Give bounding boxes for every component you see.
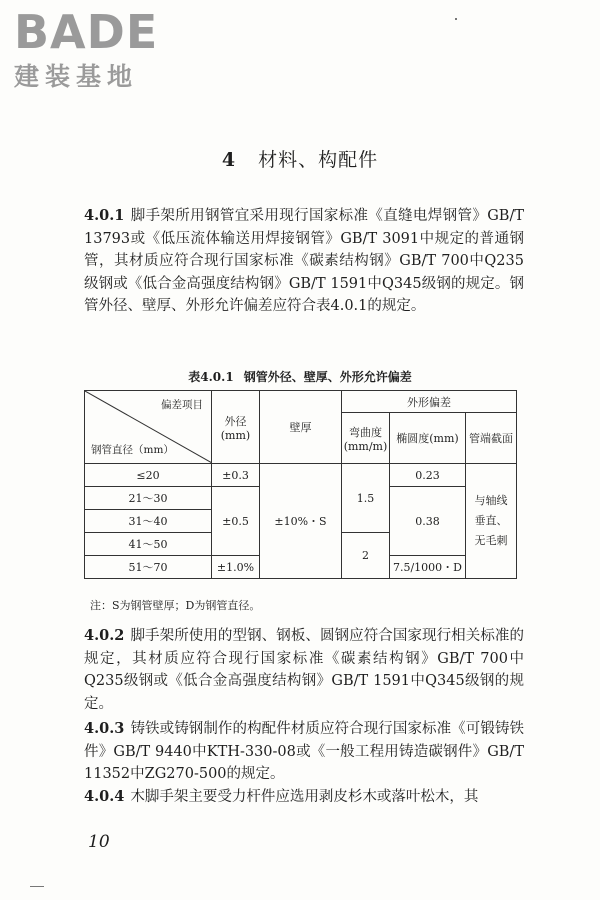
scan-mark xyxy=(30,886,44,887)
table-note: 注：S为钢管壁厚；D为钢管直径。 xyxy=(90,599,261,612)
header-deviation-item: 偏差项目 xyxy=(161,399,203,411)
deviation-table xyxy=(84,390,517,579)
table-row xyxy=(85,464,517,487)
clause-text: 木脚手架主要受力杆件应选用剥皮杉木或落叶松木，其 xyxy=(130,789,479,805)
logo-subtitle: 建装基地 xyxy=(14,62,139,91)
clause-text: 脚手架所使用的型钢、钢板、圆钢应符合国家现行相关标准的规定，其材质应符合现行国家标准《碳素结构钢》GB/T 700中Q235级钢或《低合金高强度结构钢》GB/T 1591中Q345级钢的规定。 xyxy=(84,628,524,712)
clause-4-0-4 xyxy=(84,786,524,809)
clause-number: 4.0.2 xyxy=(84,627,125,644)
logo-brand: BADE xyxy=(14,5,159,59)
header-outer-diameter: 外径(mm) xyxy=(212,391,260,464)
cell-diameter: 21～30 xyxy=(85,487,212,510)
clause-4-0-2 xyxy=(84,625,524,715)
header-ellipticity: 椭圆度(mm) xyxy=(390,413,466,464)
clause-text: 脚手架所用钢管宜采用现行国家标准《直缝电焊钢管》GB/T 13793或《低压流体输送用焊接钢管》GB/T 3091中规定的普通钢管，其材质应符合现行国家标准《碳素结构钢》GB/T 700中Q235级钢或《低合金高强度结构钢》GB/T 1591中Q345级钢的规定。钢管外径、壁厚、外形允许偏差应符合表4.0.1的规定。 xyxy=(84,208,524,314)
header-pipe-end: 管端截面 xyxy=(466,413,517,464)
cell-bending: 1.5 xyxy=(342,464,390,533)
cell-diameter: ≤20 xyxy=(85,464,212,487)
publisher-logo xyxy=(14,6,158,92)
chapter-title: 材料、构配件 xyxy=(258,149,379,171)
cell-diameter: 41～50 xyxy=(85,533,212,556)
cell-wall: ±10%・S xyxy=(260,464,342,579)
cell-pipe-end: 与轴线垂直、无毛刺 xyxy=(466,464,517,579)
header-shape-deviation: 外形偏差 xyxy=(342,391,517,413)
cell-diameter: 51～70 xyxy=(85,556,212,579)
cell-od: ±0.3 xyxy=(212,464,260,487)
clause-number: 4.0.3 xyxy=(84,720,125,737)
table-caption xyxy=(0,368,600,385)
cell-ellipticity: 0.38 xyxy=(390,487,466,556)
header-bending: 弯曲度(mm/m) xyxy=(342,413,390,464)
chapter-heading xyxy=(0,145,600,172)
clause-number: 4.0.1 xyxy=(84,207,125,224)
header-wall-thickness: 壁厚 xyxy=(260,391,342,464)
table-header-row xyxy=(85,391,517,413)
clause-text: 铸铁或铸钢制作的构配件材质应符合现行国家标准《可锻铸铁件》GB/T 9440中KTH-330-08或《一般工程用铸造碳钢件》GB/T 11352中ZG270-500的规定。 xyxy=(84,721,524,782)
table-title: 钢管外径、壁厚、外形允许偏差 xyxy=(243,370,412,384)
cell-od: ±1.0% xyxy=(212,556,260,579)
cell-ellipticity: 0.23 xyxy=(390,464,466,487)
cell-bending: 2 xyxy=(342,533,390,579)
page-number: 10 xyxy=(88,832,110,852)
header-pipe-diameter: 钢管直径（mm） xyxy=(91,444,174,456)
diagonal-header-cell xyxy=(85,391,212,464)
clause-number: 4.0.4 xyxy=(84,788,125,805)
chapter-number: 4 xyxy=(221,149,237,171)
scan-speck xyxy=(455,18,457,20)
cell-diameter: 31～40 xyxy=(85,510,212,533)
clause-4-0-1 xyxy=(84,205,524,318)
cell-ellipticity: 7.5/1000・D xyxy=(390,556,466,579)
table-number: 表4.0.1 xyxy=(188,370,234,384)
clause-4-0-3 xyxy=(84,718,524,786)
cell-od: ±0.5 xyxy=(212,487,260,556)
